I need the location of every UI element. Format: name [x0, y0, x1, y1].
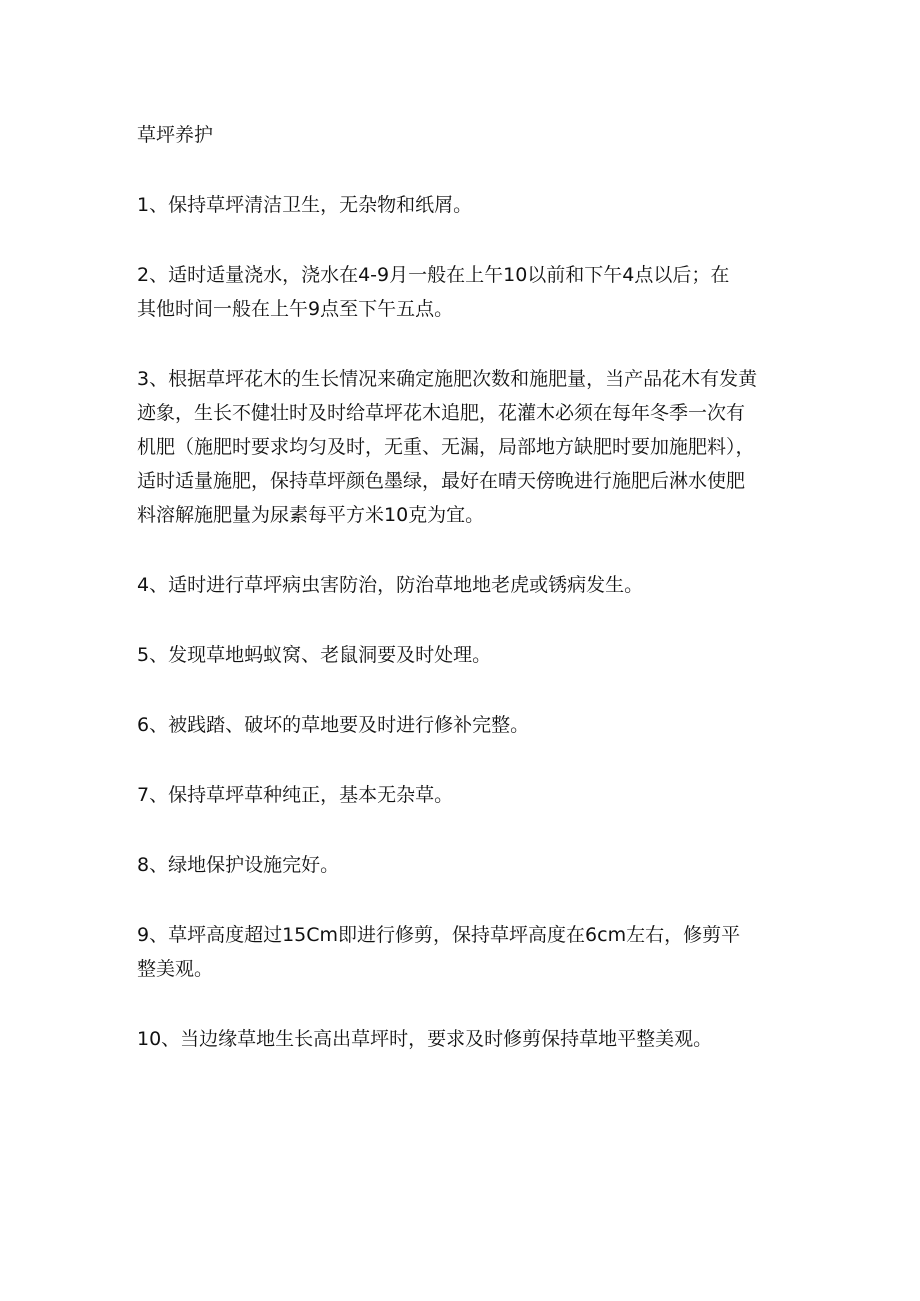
paragraph-line: 4、适时进行草坪病虫害防治，防治草地地老虎或锈病发生。: [137, 574, 644, 596]
paragraph-line: 3、根据草坪花木的生长情况来确定施肥次数和施肥量，当产品花木有发黄: [137, 368, 758, 390]
paragraph-10: [137, 1022, 797, 1056]
paragraph-line: 1、保持草坪清洁卫生，无杂物和纸屑。: [137, 194, 473, 216]
paragraph-line: 8、绿地保护设施完好。: [137, 854, 340, 876]
paragraph-3: [137, 362, 797, 532]
paragraph-line: 机肥（施肥时要求均匀及时，无重、无漏，局部地方缺肥时要加施肥料），: [137, 436, 755, 458]
paragraph-9: [137, 918, 797, 986]
paragraph-8: [137, 848, 797, 882]
paragraph-2: [137, 258, 797, 326]
document-title: 草坪养护: [137, 124, 214, 146]
document-body: [137, 118, 797, 1092]
paragraph-line: 6、被践踏、破坏的草地要及时进行修补完整。: [137, 714, 530, 736]
paragraph-line: 9、草坪高度超过15Cm即进行修剪，保持草坪高度在6cm左右，修剪平: [137, 924, 741, 946]
paragraph-line: 其他时间一般在上午9点至下午五点。: [137, 298, 454, 320]
paragraph-line: 迹象，生长不健壮时及时给草坪花木追肥，花灌木必须在每年冬季一次有: [137, 402, 746, 424]
paragraph-line: 整美观。: [137, 958, 214, 980]
paragraph-4: [137, 568, 797, 602]
paragraph-6: [137, 708, 797, 742]
paragraph-line: 2、适时适量浇水，浇水在4-9月一般在上午10以前和下午4点以后；在: [137, 264, 730, 286]
paragraph-line: 10、当边缘草地生长高出草坪时，要求及时修剪保持草地平整美观。: [137, 1028, 713, 1050]
paragraph-line: 适时适量施肥，保持草坪颜色墨绿，最好在晴天傍晚进行施肥后淋水使肥: [137, 470, 746, 492]
paragraph-line: 7、保持草坪草种纯正，基本无杂草。: [137, 784, 454, 806]
paragraph-line: 料溶解施肥量为尿素每平方米10克为宜。: [137, 504, 485, 526]
paragraph-1: [137, 188, 797, 222]
paragraph-line: 5、发现草地蚂蚁窝、老鼠洞要及时处理。: [137, 644, 492, 666]
paragraph-5: [137, 638, 797, 672]
paragraph-7: [137, 778, 797, 812]
